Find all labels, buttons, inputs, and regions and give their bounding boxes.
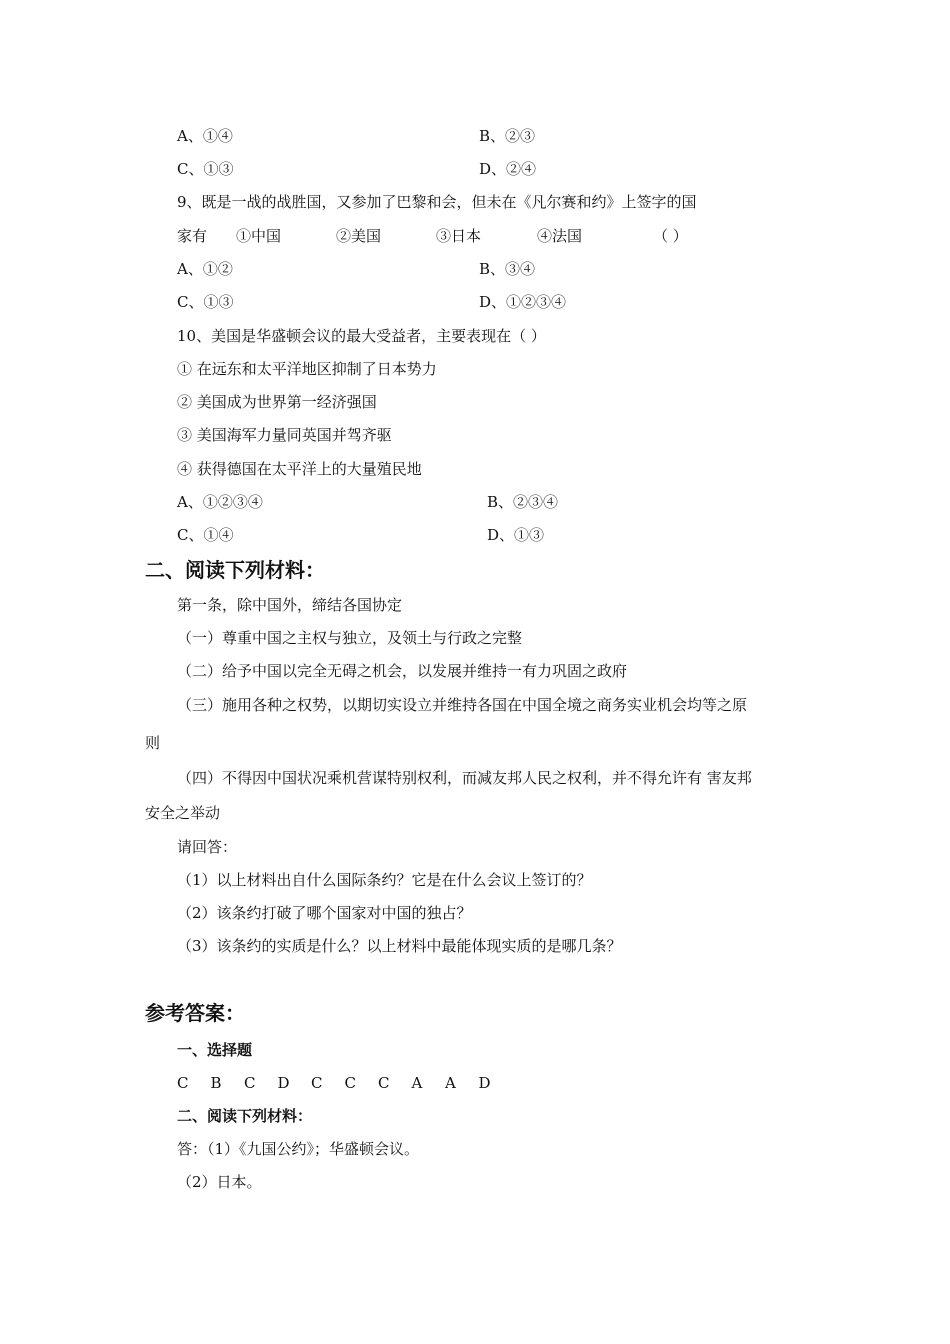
q9-choice-3: ③日本	[436, 227, 482, 245]
q9-choice-1: ①中国	[236, 227, 282, 245]
answers-reading-2: （2）日本。	[177, 1173, 262, 1191]
answer-key: A	[411, 1074, 423, 1092]
q10-option-d: D、①③	[487, 526, 545, 544]
answer-key: D	[478, 1074, 491, 1092]
section2-question-2: （2）该条约打破了哪个国家对中国的独占？	[177, 904, 472, 922]
section2-item-3: （三）施用各种之权势，以期切实设立并维持各国在中国全境之商务实业机会均等之原	[177, 696, 748, 714]
section2-item-3-cont: 则	[145, 734, 161, 752]
answer-key: B	[210, 1074, 222, 1092]
q9-choice-4: ④法国	[537, 227, 583, 245]
answer-key: C	[378, 1074, 390, 1092]
section2-question-3: （3）该条约的实质是什么？以上材料中最能体现实质的是哪几条？	[177, 937, 622, 955]
answers-reading-heading: 二、阅读下列材料：	[177, 1107, 313, 1125]
answer-key: C	[344, 1074, 356, 1092]
section2-item-1: （一）尊重中国之主权与独立，及领土与行政之完整	[177, 629, 523, 647]
answer-key: C	[244, 1074, 256, 1092]
q10-option-b: B、②③④	[487, 493, 559, 511]
answer-key: C	[177, 1074, 189, 1092]
q9-stem-prefix: 家有	[177, 227, 208, 245]
q9-option-b: B、③④	[479, 260, 536, 278]
answer-key: C	[311, 1074, 323, 1092]
q10-statement-3: ③ 美国海军力量同英国并驾齐驱	[177, 426, 392, 444]
section2-item-2: （二）给予中国以完全无碍之机会，以发展并维持一有力巩固之政府	[177, 662, 628, 680]
section2-heading: 二、阅读下列材料：	[145, 558, 325, 582]
q9-option-d: D、①②③④	[479, 293, 567, 311]
answers-mc-heading: 一、选择题	[177, 1041, 253, 1059]
answer-key: D	[277, 1074, 290, 1092]
q10-statement-4: ④ 获得德国在太平洋上的大量殖民地	[177, 460, 422, 478]
q9-choice-2: ②美国	[336, 227, 382, 245]
q10-option-c: C、①④	[177, 526, 234, 544]
answers-reading-1: 答：（1）《九国公约》；华盛顿会议。	[177, 1140, 420, 1158]
section2-item-4: （四）不得因中国状况乘机营谋特别权利，而减友邦人民之权利，并不得允许有 害友邦	[177, 769, 752, 787]
answers-mc-row	[177, 1073, 512, 1093]
q10-statement-1: ① 在远东和太平洋地区抑制了日本势力	[177, 360, 437, 378]
q9-answer-bracket: （ ）	[653, 227, 688, 245]
q10-option-a: A、①②③④	[177, 493, 263, 511]
section2-item-4-cont: 安全之举动	[145, 804, 221, 822]
q8-option-b: B、②③	[479, 127, 536, 145]
section2-question-1: （1）以上材料出自什么国际条约？它是在什么会议上签订的？	[177, 871, 592, 889]
q9-option-a: A、①②	[177, 260, 233, 278]
q8-option-a: A、①④	[177, 127, 233, 145]
q8-option-d: D、②④	[479, 160, 537, 178]
q10-stem: 10、美国是华盛顿会议的最大受益者，主要表现在（ ）	[177, 327, 546, 345]
section2-intro: 第一条，除中国外，缔结各国协定	[177, 596, 403, 614]
q8-option-c: C、①③	[177, 160, 234, 178]
answers-heading: 参考答案：	[145, 1001, 245, 1025]
q10-statement-2: ② 美国成为世界第一经济强国	[177, 393, 377, 411]
q9-stem-cont	[177, 226, 207, 246]
answer-key: A	[445, 1074, 456, 1092]
section2-prompt: 请回答：	[177, 838, 238, 856]
q9-option-c: C、①③	[177, 293, 234, 311]
q9-stem: 9、既是一战的战胜国，又参加了巴黎和会，但未在《凡尔赛和约》上签字的国	[177, 193, 697, 211]
